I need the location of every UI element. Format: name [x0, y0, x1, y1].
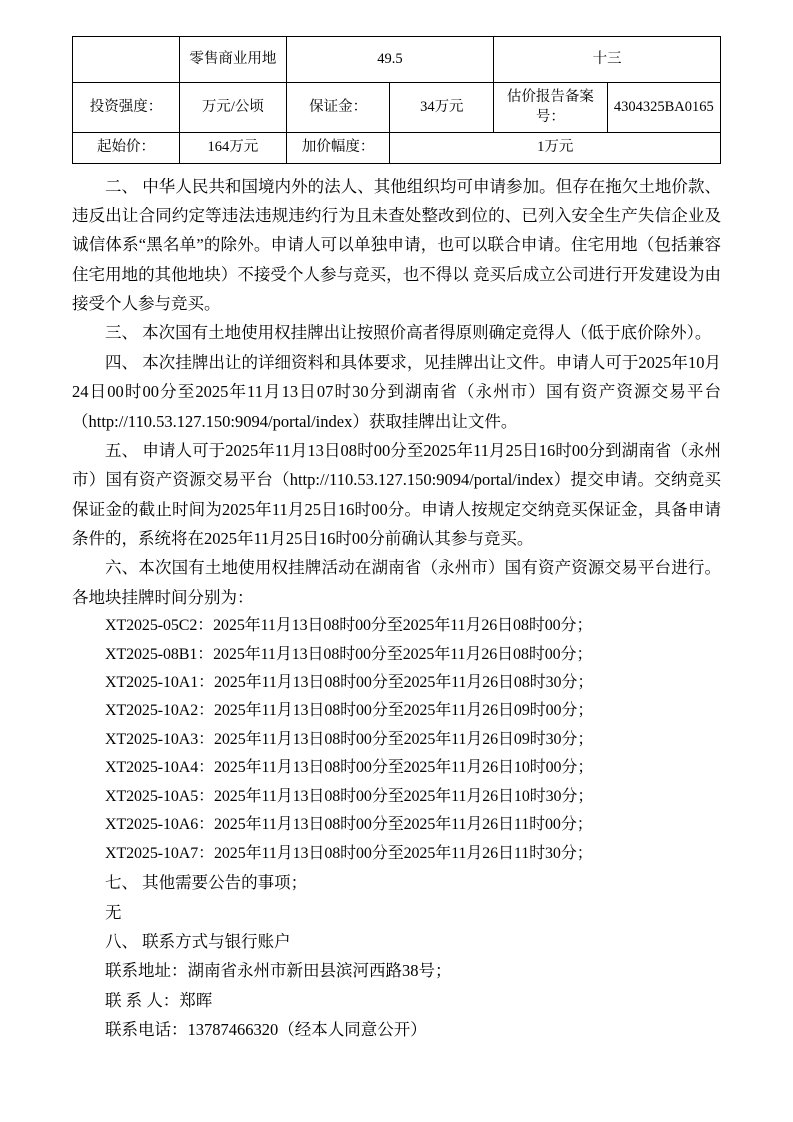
contact-address: 联系地址：湖南省永州市新田县滨河西路38号；	[105, 961, 452, 981]
lot-schedule-item: XT2025-05C2：2025年11月13日08时00分至2025年11月26日08时00分；	[105, 617, 593, 635]
table-cell-land-use: 零售商业用地	[179, 37, 286, 83]
paragraph-item-2: 二、 中华人民共和国境内外的法人、其他组织均可申请参加。但存在拖欠土地价款、违反出让合同约定等违法违规违约行为且未查处整改到位的、已列入安全生产失信企业及诚信体系“黑名单”的除外。申请人可以单独申请，也可以联合申请。住宅用地（包括兼容住宅用地的其他地块）不接受个人参与竞买，也不得以 竞买后成立公司进行开发建设为由接受个人参与竞买。	[72, 176, 721, 314]
table-row	[73, 37, 721, 83]
paragraph-item-6: 六、本次国有土地使用权挂牌活动在湖南省（永州市）国有资产资源交易平台进行。各地块挂牌时间分别为：	[72, 558, 721, 607]
contact-person: 联 系 人：郑晖	[105, 990, 213, 1010]
paragraph-item-5: 五、 申请人可于2025年11月13日08时00分至2025年11月25日16时00分到湖南省（永州市）国有资产资源交易平台（http://110.53.127.150:9094/portal/index）提交申请。交纳竞买保证金的截止时间为2025年11月25日16时00分。申请人按规定交纳竞买保证金，具备申请条件的，系统将在2025年11月25日16时00分前确认其参与竞买。	[72, 440, 721, 548]
table-cell-deposit-value: 34万元	[390, 83, 494, 133]
table-cell-area: 49.5	[286, 37, 493, 83]
lot-schedule-item: XT2025-08B1：2025年11月13日08时00分至2025年11月26日08时00分；	[105, 645, 593, 663]
lot-schedule-item: XT2025-10A7：2025年11月13日08时00分至2025年11月26日11时30分；	[105, 844, 593, 862]
table-cell-start-price-value: 164万元	[179, 133, 286, 164]
lot-schedule-item: XT2025-10A4：2025年11月13日08时00分至2025年11月26日10时00分；	[105, 759, 594, 777]
table-cell-term: 十三	[494, 37, 721, 83]
table-cell-start-price-label: 起始价：	[73, 133, 180, 164]
paragraph-item-8: 八、 联系方式与银行账户	[105, 932, 291, 952]
paragraph-item-3: 三、 本次国有土地使用权挂牌出让按照价高者得原则确定竞得人（低于底价除外）。	[105, 323, 712, 343]
table-row	[73, 83, 721, 133]
table-cell-increment-value: 1万元	[390, 133, 721, 164]
table-cell-investment-intensity-unit: 万元/公顷	[179, 83, 286, 133]
land-parcel-table	[72, 36, 721, 164]
contact-phone: 联系电话：13787466320（经本人同意公开）	[105, 1020, 427, 1040]
lot-schedule-item: XT2025-10A2：2025年11月13日08时00分至2025年11月26日09时00分；	[105, 702, 594, 720]
table-cell-deposit-label: 保证金：	[286, 83, 390, 133]
lot-schedule-item: XT2025-10A6：2025年11月13日08时00分至2025年11月26日11时00分；	[105, 816, 593, 834]
table-cell-increment-label: 加价幅度：	[286, 133, 390, 164]
table-cell-empty	[73, 37, 180, 83]
paragraph-item-4: 四、 本次挂牌出让的详细资料和具体要求，见挂牌出让文件。申请人可于2025年10月24日00时00分至2025年11月13日07时30分到湖南省（永州市）国有资产资源交易平台（http://110.53.127.150:9094/portal/index）获取挂牌出让文件。	[72, 352, 722, 431]
announcement-body	[72, 172, 721, 1045]
table-cell-appraisal-label: 估价报告备案号：	[494, 83, 607, 133]
lot-schedule-item: XT2025-10A5：2025年11月13日08时00分至2025年11月26日10时30分；	[105, 787, 594, 805]
table-row	[73, 133, 721, 164]
paragraph-item-7: 七、 其他需要公告的事项；	[105, 873, 308, 893]
lot-schedule-item: XT2025-10A1：2025年11月13日08时00分至2025年11月26日08时30分；	[105, 674, 594, 692]
table-cell-investment-intensity-label: 投资强度：	[73, 83, 180, 133]
lot-schedule-item: XT2025-10A3：2025年11月13日08时00分至2025年11月26日09时30分；	[105, 730, 594, 748]
paragraph-item-7-value: 无	[105, 902, 122, 922]
table-cell-appraisal-number: 4304325BA0165	[607, 83, 720, 133]
